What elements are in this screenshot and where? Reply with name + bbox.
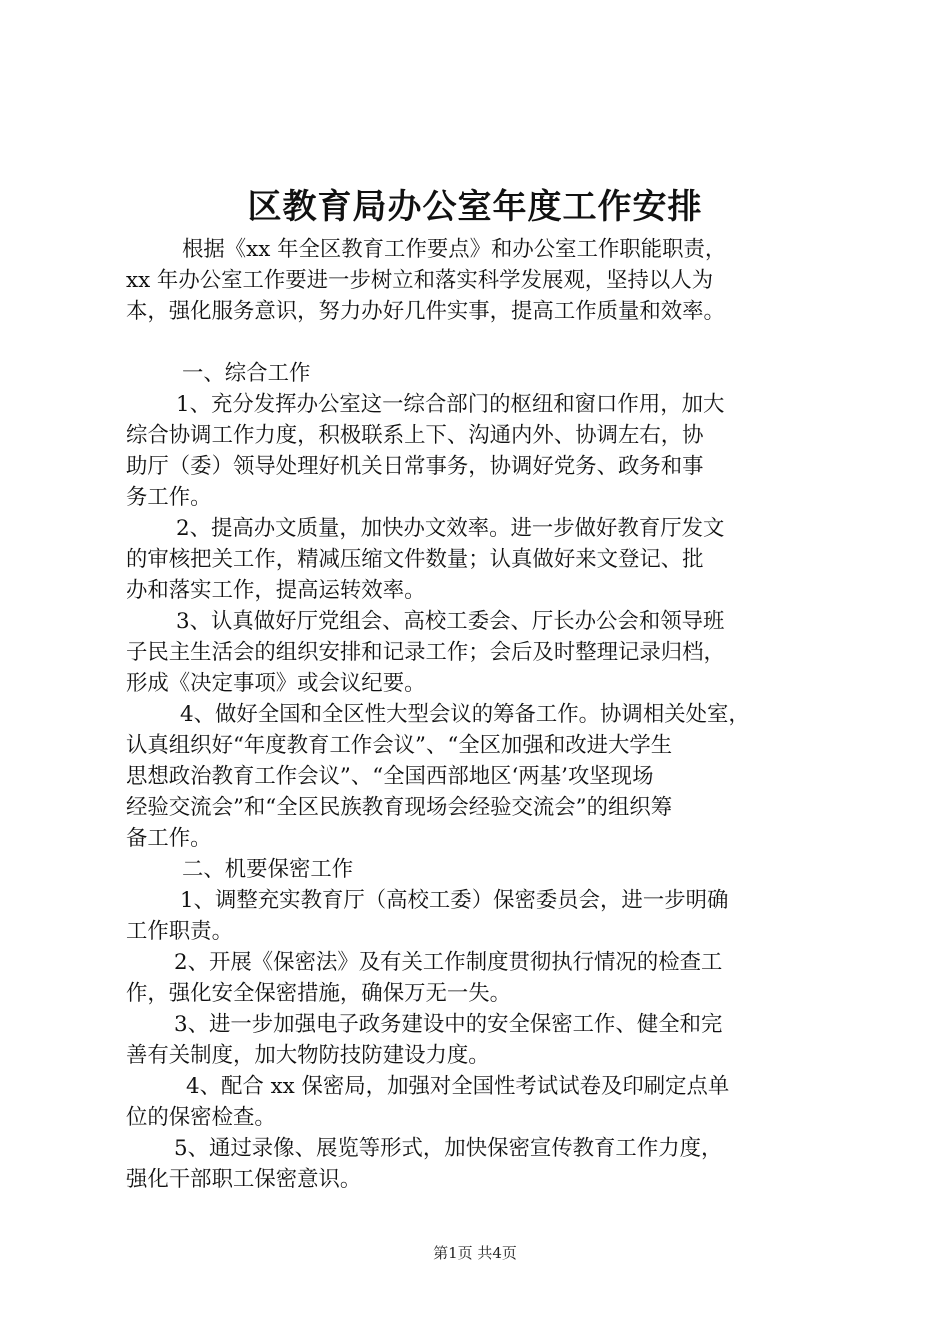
paragraph-line: 助厅（委）领导处理好机关日常事务，协调好党务、政务和事 xyxy=(126,454,704,479)
paragraph-line: 强化干部职工保密意识。 xyxy=(126,1167,362,1192)
paragraph-line: 4、配合 xx 保密局，加强对全国性考试试卷及印刷定点单 xyxy=(186,1074,730,1099)
section-heading-confidential: 二、机要保密工作 xyxy=(182,857,354,882)
page-footer: 第1页 共4页 xyxy=(433,1244,517,1262)
paragraph-line: 本，强化服务意识，努力办好几件实事，提高工作质量和效率。 xyxy=(126,299,725,324)
document-body xyxy=(126,234,848,1195)
paragraph-line: 子民主生活会的组织安排和记录工作；会后及时整理记录归档， xyxy=(126,640,725,665)
page-title: 区教育局办公室年度工作安排 xyxy=(247,187,703,227)
paragraph-line: 综合协调工作力度，积极联系上下、沟通内外、协调左右，协 xyxy=(126,423,704,448)
paragraph-line: 形成《决定事项》或会议纪要。 xyxy=(126,671,426,696)
paragraph-gap xyxy=(126,327,848,358)
paragraph-line: 位的保密检查。 xyxy=(126,1105,276,1130)
paragraph-line: 2、提高办文质量，加快办文效率。进一步做好教育厅发文 xyxy=(176,516,725,541)
paragraph-line: 5、通过录像、展览等形式，加快保密宣传教育工作力度， xyxy=(174,1136,723,1161)
paragraph-line: 办和落实工作，提高运转效率。 xyxy=(126,578,426,603)
paragraph-line: 思想政治教育工作会议”、“全国西部地区‘两基’攻坚现场 xyxy=(126,764,654,789)
section-heading-general: 一、综合工作 xyxy=(182,361,311,386)
paragraph-line: 的审核把关工作，精减压缩文件数量；认真做好来文登记、批 xyxy=(126,547,704,572)
paragraph-line: 4、做好全国和全区性大型会议的筹备工作。协调相关处室， xyxy=(180,702,750,727)
paragraph-line: 根据《xx 年全区教育工作要点》和办公室工作职能职责， xyxy=(182,237,727,262)
paragraph-line: 2、开展《保密法》及有关工作制度贯彻执行情况的检查工 xyxy=(174,950,723,975)
paragraph-line: 3、认真做好厅党组会、高校工委会、厅长办公会和领导班 xyxy=(176,609,725,634)
paragraph-line: 作，强化安全保密措施，确保万无一失。 xyxy=(126,981,512,1006)
paragraph-line: 1、充分发挥办公室这一综合部门的枢纽和窗口作用，加大 xyxy=(176,392,725,417)
paragraph-line: 经验交流会”和“全区民族教育现场会经验交流会”的组织筹 xyxy=(126,795,673,820)
paragraph-line: 务工作。 xyxy=(126,485,212,510)
paragraph-line: 1、调整充实教育厅（高校工委）保密委员会，进一步明确 xyxy=(180,888,729,913)
paragraph-line: 工作职责。 xyxy=(126,919,233,944)
paragraph-line: xx 年办公室工作要进一步树立和落实科学发展观，坚持以人为 xyxy=(126,268,714,293)
paragraph-line: 善有关制度，加大物防技防建设力度。 xyxy=(126,1043,490,1068)
paragraph-line: 3、进一步加强电子政务建设中的安全保密工作、健全和完 xyxy=(174,1012,723,1037)
paragraph-line: 备工作。 xyxy=(126,826,212,851)
paragraph-line: 认真组织好“年度教育工作会议”、“全区加强和改进大学生 xyxy=(126,733,673,758)
